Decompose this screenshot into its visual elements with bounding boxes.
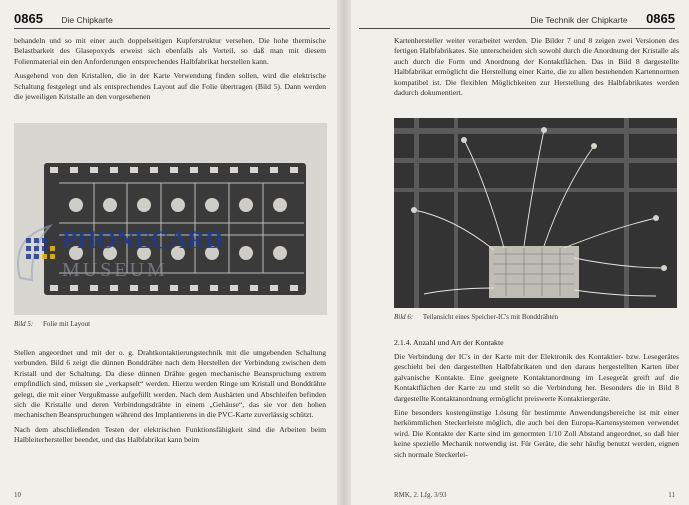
right-text-top: [394, 36, 679, 102]
figure-5-label: Bild 5:: [14, 320, 34, 328]
figure-6-caption: [394, 313, 558, 321]
right-text-bottom: [394, 352, 679, 464]
figure-5-caption: [14, 320, 90, 328]
watermark-logo-icon: [10, 218, 260, 288]
watermark-line-1: PHONECARD: [62, 227, 224, 254]
right-footer-page-number: 11: [668, 491, 675, 499]
figure-6-ic-bond-wires: [394, 118, 677, 308]
left-paragraph-4: Nach dem abschließenden Testen der elektrischen Funktionsfähigkeit sind die Arbeiten beim Halbleiterhersteller beendet, und das Halbfabrikat kann beim: [14, 424, 326, 445]
left-paragraph-1: behandeln und so mit einer auch doppelseitigen Kupferstruktur versehen. Die hohe thermische Belastbarkeit des Glasepoxyds erweist sich ebenfalls als Vorteil, so daß man mit diesem Folienmaterial ein den Anforderungen entsprechendes Halbfabrikat herstellen kann.: [14, 36, 326, 66]
phonecard-museum-watermark: [10, 218, 260, 288]
right-header-rule: [359, 28, 675, 29]
left-text-top: [14, 36, 326, 106]
ic-photo-image: [394, 118, 677, 308]
right-header: [530, 10, 675, 28]
right-running-title: Die Technik der Chipkarte: [530, 15, 628, 25]
right-paragraph-1: Kartenhersteller weiter verarbeitet werden. Die Bilder 7 und 8 zeigen zwei Versionen des fertigen Halbfabrikates. Sie unterscheiden sich sowohl durch die Anordnung der Kristalle als auch durch die Form und Anordnung der Kontaktflächen. Das in Bild 8 dargestellte Halbfabrikat ermöglicht die Herstellung einer Karte, die zu allen bestehenden Kartennormen kompatibel ist. Die flexiblen Möglichkeiten zur Herstellung des Halbfabrikates werden dadurch dokumentiert.: [394, 36, 679, 98]
left-running-title: Die Chipkarte: [61, 15, 113, 25]
right-page-number: 0865: [646, 11, 675, 26]
right-page: [349, 0, 689, 505]
left-page-number: 0865: [14, 11, 43, 26]
figure-5-caption-text: Folie mit Layout: [43, 320, 91, 328]
figure-6-caption-text: Teilansicht eines Speicher-IC's mit Bonddrähten: [422, 313, 559, 321]
left-paragraph-2: Ausgehend von den Kristallen, die in der Karte Verwendung finden sollen, wird die elektrische Schaltung festgelegt und als entsprechendes Layout auf die Folie übertragen (Bild 5). Dann werden die jeweiligen Kristalle an den vorgesehenen: [14, 71, 326, 102]
right-paragraph-2: Die Verbindung der IC's in der Karte mit der Elektronik des Kontaktier- bzw. Lesegerätes geschieht bei den dargestellten Halbfabrikaten und den daraus hergestellten Karten über galvanische Kontakte. Eine geeignete Kontaktanordnung im Lesegerät greift auf die Kontaktflächen der Karte zu und stellt so die Verbindung her. Besonders die in Bild 8 dargestellte Kontaktanordnung ermöglicht preiswerte Kontaktiergeräte.: [394, 352, 679, 403]
left-header-rule: [14, 28, 330, 29]
left-text-bottom: [14, 348, 326, 450]
right-paragraph-3: Eine besonders kostengünstige Lösung für bestimmte Anwendungsbereiche ist mit einer herkömmlichen Steckerleiste möglich, die auch bei den Europa-Kartensystemen verwendet wird. Die Kontakte der Karte sind im genormten 1/10 Zoll Abstand angeordnet, so daß hier keine spezielle Mechanik notwendig ist. Für Geräte, die sehr häufig benutzt werden, eignen sich normale Steckerlei-: [394, 408, 679, 459]
figure-6-label: Bild 6:: [394, 313, 414, 321]
left-header: [14, 10, 113, 28]
left-footer-page-number: 10: [14, 491, 21, 499]
section-heading: 2.1.4. Anzahl und Art der Kontakte: [394, 338, 504, 347]
right-footer-source: RMK, 2. Lfg. 3/93: [394, 491, 447, 499]
watermark-line-2: MUSEUM: [62, 259, 168, 281]
left-paragraph-3: Stellen angeordnet und mit der o. g. Drahtkontaktierungstechnik mit die umgebenden Schaltung verbunden. Bild 6 zeigt die dünnen Bonddrähte nach dem Herstellen der Verbindung zwischen dem Kristall und der Schaltung. Da diese dünnen Drähte gegen mechanische Beanspruchung extrem empfindlich sind, müssen sie „verkapselt“ werden. Hierzu werden Ringe um Kristall und Bonddrähte gelegt, die mit einer Vergußmasse aufgefüllt werden. Nach dem Aushärten und Abschleifen befinden sich die Kristalle und deren Verbindungsdrähte in einem „Gehäuse“, das sie vor den hohen mechanischen Beanspruchungen während des Implantierens in die PVC-Karte zuverlässig schützt.: [14, 348, 326, 420]
